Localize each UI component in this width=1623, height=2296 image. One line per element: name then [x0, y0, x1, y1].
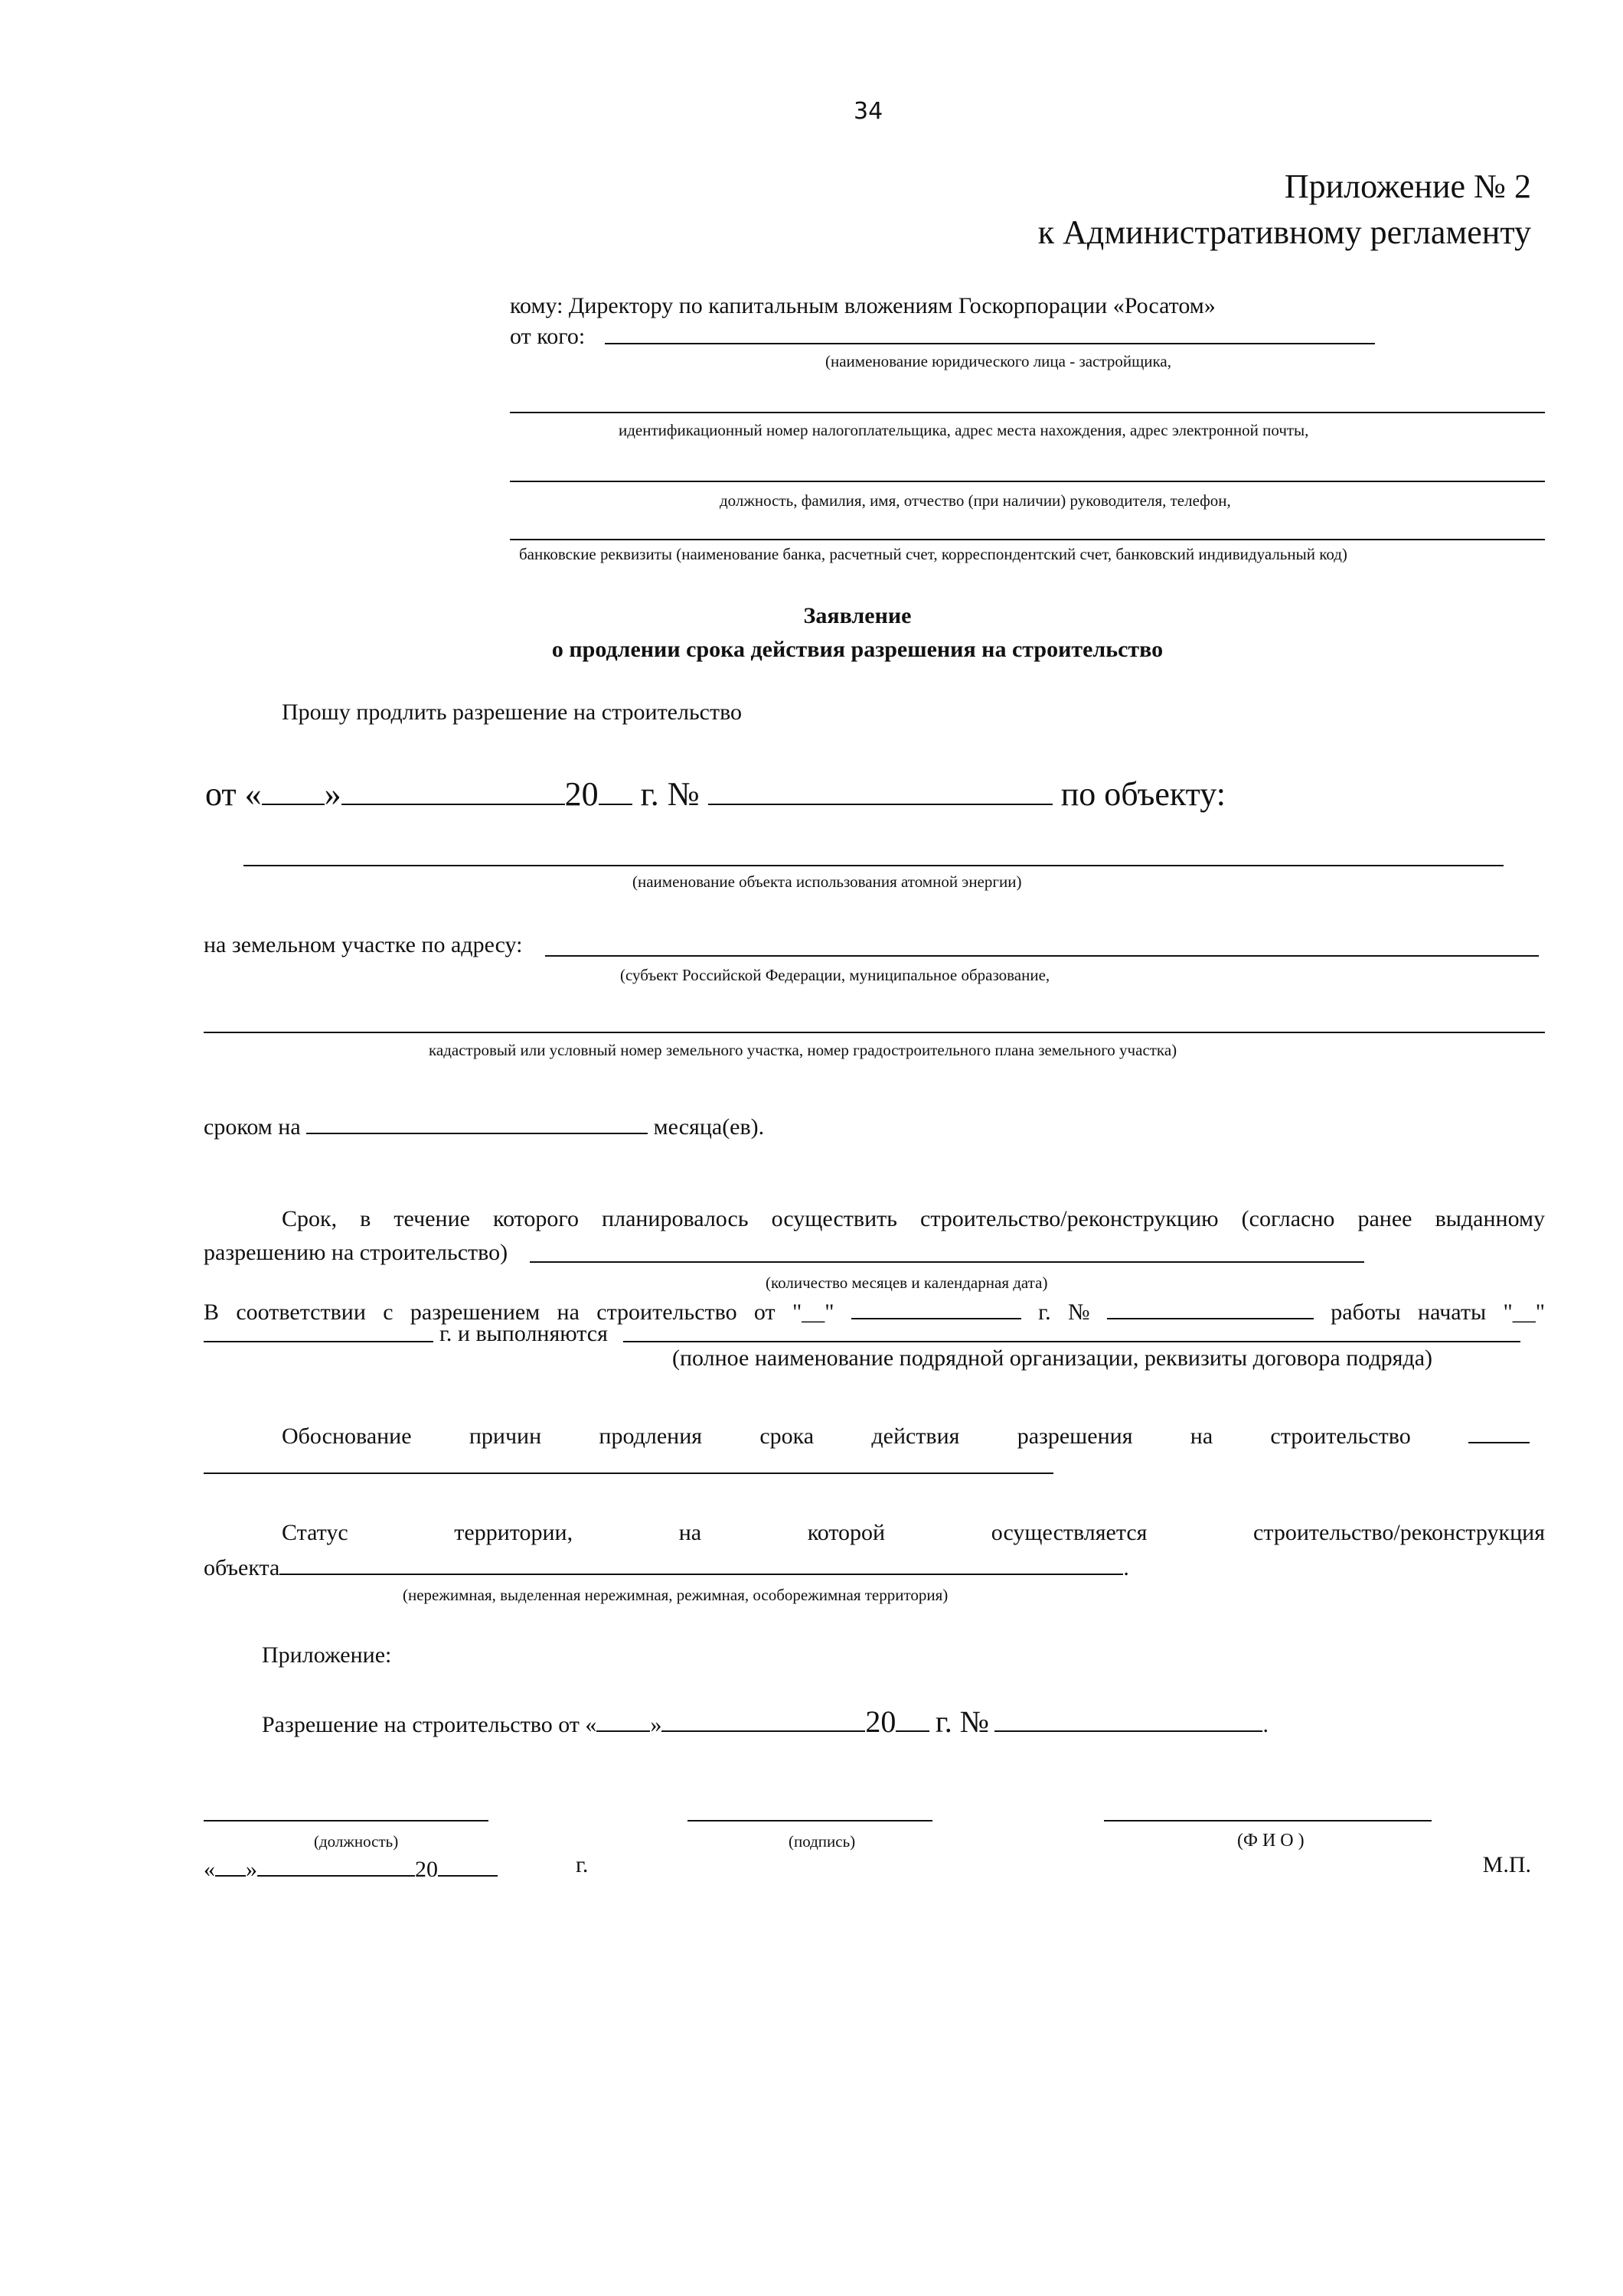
stamp-label: М.П. [1482, 1852, 1531, 1877]
signature-name-line [1104, 1820, 1432, 1821]
accordance-num: № [1067, 1300, 1090, 1325]
object-name-line [243, 865, 1504, 866]
accordance-works: работы [1331, 1300, 1401, 1325]
accordance-quote: "__" [792, 1300, 834, 1325]
accordance-started: начаты [1418, 1300, 1487, 1325]
attachment-label: Приложение: [262, 1642, 392, 1668]
status-hint: (нережимная, выделенная нережимная, режимная, особорежимная территория) [403, 1586, 949, 1604]
attachment-prefix: Разрешение на строительство от « [262, 1712, 597, 1737]
page-number: 34 [854, 98, 883, 125]
planned-line-2: разрешению на строительство) [204, 1240, 508, 1265]
addressee-hint-inn: идентификационный номер налогоплательщика, адрес места нахождения, адрес электронной почты, [619, 421, 1309, 439]
addressee-line-4 [510, 539, 1545, 540]
justification-w6: разрешения [1017, 1424, 1133, 1449]
addressee-from-line [605, 343, 1375, 344]
permit-number-field[interactable] [708, 773, 1053, 805]
status-w2: территории, [454, 1520, 573, 1545]
permit-object-label: по объекту: [1060, 775, 1226, 813]
permit-day-field[interactable] [262, 773, 325, 805]
justification-w5: действия [871, 1424, 960, 1449]
attachment-year-field[interactable] [896, 1707, 929, 1732]
accordance-g: г. [1038, 1300, 1051, 1325]
land-address-line [545, 955, 1539, 957]
accordance-w7: от [753, 1300, 776, 1325]
justification-w2: причин [469, 1424, 542, 1449]
justification-field-line [204, 1473, 1053, 1474]
status-w1: Статус [282, 1520, 348, 1545]
attachment-number-label: г. № [935, 1704, 989, 1739]
permit-quote-close: » [324, 775, 341, 813]
accordance-w5: на [557, 1300, 580, 1325]
term-prefix: сроком на [204, 1114, 301, 1140]
permit-year-field[interactable] [599, 773, 632, 805]
justification-w3: продления [599, 1424, 703, 1449]
document-subtitle: о продлении срока действия разрешения на строительство [551, 637, 1164, 662]
status-field[interactable] [279, 1551, 1123, 1575]
accordance-number-field[interactable] [1107, 1295, 1314, 1319]
signature-sign-line [687, 1820, 932, 1821]
signature-day-field[interactable] [215, 1852, 246, 1877]
land-hint-subject: (субъект Российской Федерации, муниципальное образование, [620, 966, 1050, 984]
accordance-w2: соответствии [236, 1300, 366, 1325]
signature-position-hint: (должность) [314, 1832, 399, 1851]
justification-w8: строительство [1270, 1424, 1411, 1449]
addressee-from-label: от кого: [510, 324, 586, 349]
attachment-year-prefix: 20 [865, 1704, 896, 1739]
signature-year-field[interactable] [438, 1852, 498, 1877]
appendix-regulation: к Административному регламенту [1037, 214, 1531, 251]
justification-w4: срока [759, 1424, 815, 1449]
term-months-field[interactable] [306, 1110, 648, 1134]
signature-date [204, 1852, 498, 1883]
accordance-w1: В [204, 1300, 220, 1325]
status-w5: осуществляется [991, 1520, 1148, 1545]
status-line-1 [282, 1520, 1545, 1546]
accordance-line-1 [204, 1295, 1545, 1326]
status-w4: которой [807, 1520, 886, 1545]
attachment-month-field[interactable] [661, 1707, 865, 1732]
attachment-end: . [1262, 1712, 1269, 1737]
permit-number-label: г. № [640, 775, 700, 813]
appendix-number: Приложение № 2 [1284, 168, 1531, 205]
planned-field-line [530, 1261, 1364, 1263]
signature-sign-hint: (подпись) [789, 1832, 856, 1851]
accordance-date-field[interactable] [851, 1295, 1021, 1319]
addressee-hint-head: должность, фамилия, имя, отчество (при наличии) руководителя, телефон, [720, 491, 1231, 510]
accordance-quote2: "__" [1503, 1300, 1545, 1325]
justification-w7: на [1190, 1424, 1213, 1449]
accordance-hint: (полное наименование подрядной организации, реквизиты договора подряда) [672, 1345, 1433, 1371]
planned-hint: (количество месяцев и календарная дата) [766, 1274, 1048, 1292]
document-title: Заявление [803, 603, 912, 628]
addressee-line-2 [510, 412, 1545, 413]
accordance-w4: разрешением [410, 1300, 540, 1325]
object-name-hint: (наименование объекта использования атомной энергии) [632, 872, 1022, 891]
accordance-contractor-line [623, 1341, 1520, 1342]
signature-year: 20 [415, 1857, 438, 1882]
attachment-quote-close: » [650, 1712, 662, 1737]
attachment-number-field[interactable] [994, 1707, 1262, 1732]
term-line [204, 1110, 764, 1140]
attachment-day-field[interactable] [596, 1707, 650, 1732]
status-line-2 [204, 1551, 1129, 1581]
addressee-hint-bank: банковские реквизиты (наименование банка, расчетный счет, корреспондентский счет, банковский индивидуальный код) [519, 545, 1347, 563]
signature-g: г. [576, 1852, 589, 1877]
permit-from-prefix: от « [205, 775, 262, 813]
status-w6: строительство/реконструкция [1253, 1520, 1545, 1545]
addressee-to: кому: Директору по капитальным вложениям Госкорпорации «Росатом» [510, 293, 1216, 318]
justification-w1: Обоснование [282, 1424, 412, 1449]
justification-field-start[interactable] [1468, 1419, 1530, 1443]
status-object-label: объекта [204, 1555, 280, 1580]
accordance-w3: с [383, 1300, 394, 1325]
attachment-line [262, 1704, 1269, 1740]
signature-position-line [204, 1820, 488, 1821]
status-w3: на [678, 1520, 702, 1545]
addressee-hint-entity: (наименование юридического лица - застройщика, [825, 352, 1171, 370]
permit-year-prefix: 20 [564, 775, 599, 813]
signature-date-open: « [204, 1857, 215, 1882]
signature-month-field[interactable] [257, 1852, 415, 1877]
request-text: Прошу продлить разрешение на строительство [282, 700, 743, 725]
accordance-line-2: г. и выполняются [439, 1321, 608, 1346]
request-permit-line [205, 773, 1226, 814]
land-cadastral-line [204, 1032, 1545, 1033]
land-label: на земельном участке по адресу: [204, 932, 523, 957]
land-hint-cadastral: кадастровый или условный номер земельного участка, номер градостроительного плана земельного участка) [429, 1041, 1177, 1059]
planned-line-1: Срок, в течение которого планировалось осуществить строительство/реконструкцию (согласно ранее выданному [282, 1206, 1545, 1231]
accordance-start-date-line [204, 1341, 433, 1342]
signature-date-close: » [246, 1857, 257, 1882]
accordance-w6: строительство [596, 1300, 737, 1325]
signature-name-hint: (Ф И О ) [1237, 1831, 1305, 1851]
permit-month-field[interactable] [341, 773, 565, 805]
addressee-line-3 [510, 481, 1545, 482]
justification-line [282, 1419, 1530, 1450]
status-period: . [1123, 1555, 1129, 1580]
term-suffix: месяца(ев). [653, 1114, 765, 1140]
